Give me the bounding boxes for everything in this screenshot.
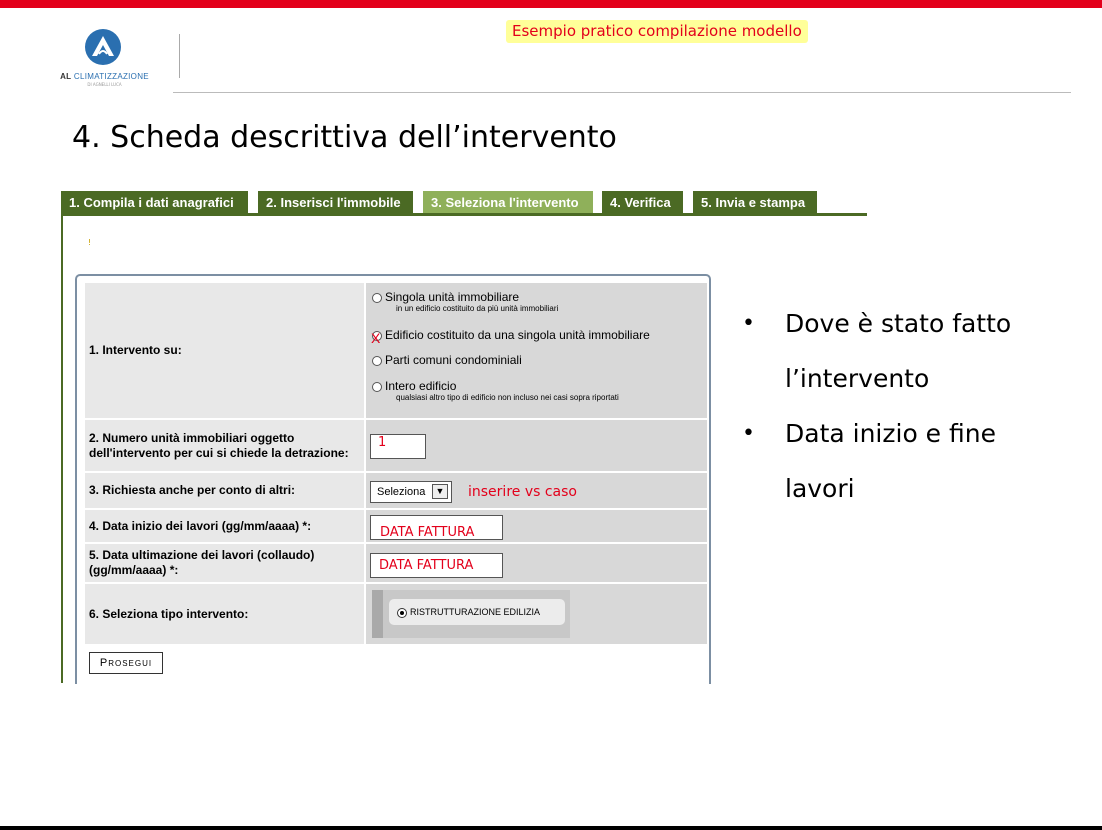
field-label: 3. Richiesta anche per conto di altri: [85,473,364,508]
chevron-down-icon[interactable]: ▼ [432,484,448,499]
radio-selected-icon[interactable] [397,608,407,618]
option-parti-comuni[interactable] [372,353,522,367]
prosegui-button[interactable]: Prosegui [89,652,163,674]
option-sublabel: qualsiasi altro tipo di edificio non incluso nei casi sopra riportati [396,393,619,402]
option-label: Singola unità immobiliare [385,290,520,304]
form-row-tipo-intervento [85,584,707,644]
tipo-intervento-box [372,590,570,638]
tab-anagrafici[interactable]: 1. Compila i dati anagrafici [61,191,248,214]
radio-icon[interactable] [372,293,382,303]
slide-title: 4. Scheda descrittiva dell’intervento [72,120,617,155]
field-value-cell [366,584,707,644]
tab-invia-stampa[interactable]: 5. Invia e stampa [693,191,817,214]
note-item: • Data inizio e fine lavori [742,406,1062,516]
option-label: Edificio costituito da una singola unità immobiliare [385,328,650,342]
option-label: Parti comuni condominiali [385,353,522,367]
company-logo [52,28,157,88]
tipo-intervento-inner [383,590,570,638]
option-singola-unita[interactable] [372,290,558,313]
field-label: 5. Data ultimazione dei lavori (collaudo) (gg/mm/aaaa) *: [85,544,364,582]
radio-icon[interactable] [372,356,382,366]
field-label: 6. Seleziona tipo intervento: [85,584,364,644]
field-label: 1. Intervento su: [85,283,364,418]
top-red-bar [0,0,1102,8]
annotation-note: inserire vs caso [468,484,577,500]
form-row-data-inizio [85,510,707,542]
tab-immobile[interactable]: 2. Inserisci l'immobile [258,191,413,214]
logo-mark-icon [84,28,122,66]
option-sublabel: in un edificio costituito da più unità immobiliari [396,304,559,313]
header-divider-horizontal [173,92,1071,93]
radio-icon[interactable] [371,329,382,346]
data-inizio-input[interactable]: DATA FATTURA [370,515,503,540]
header-divider-vertical [179,34,180,78]
field-label: 4. Data inizio dei lavori (gg/mm/aaaa) *: [85,510,364,542]
tab-intervento[interactable]: 3. Seleziona l'intervento [423,191,593,214]
numero-unita-input[interactable]: 1 [370,434,426,459]
select-value: Seleziona [377,486,426,498]
field-value-cell [366,544,707,582]
warning-mark: ! [88,238,92,247]
form-row-numero-unita [85,420,707,471]
field-label: 2. Numero unità immobiliari oggetto dell'intervento per cui si chiede la detrazione: [85,420,364,471]
form-row-data-fine [85,544,707,582]
notes-list [742,296,1062,516]
option-label: RISTRUTTURAZIONE EDILIZIA [410,607,541,617]
tab-verifica[interactable]: 4. Verifica [602,191,683,214]
logo-brand-text: AL CLIMATIZZAZIONE [60,72,149,81]
data-fine-input[interactable]: DATA FATTURA [370,553,503,578]
bottom-bar [0,826,1102,830]
logo-subtitle: DI AGNELLI LUCA [87,82,122,87]
note-item: • Dove è stato fatto l’intervento [742,296,1062,406]
radio-icon[interactable] [372,382,382,392]
example-badge: Esempio pratico compilazione modello [506,20,808,43]
tabs-underline [61,213,867,216]
field-value-cell [366,473,707,508]
form-row-conto-altri [85,473,707,508]
conto-altri-select[interactable] [370,481,452,503]
option-intero-edificio[interactable] [372,379,619,402]
option-edificio-singola-unita[interactable] [371,328,650,346]
panel-left-border [61,213,63,683]
form-row-intervento-su [85,283,707,418]
intervention-form [75,274,711,684]
selected-x-mark: X [371,329,381,346]
option-ristrutturazione[interactable] [389,599,565,625]
field-value-cell [366,510,707,542]
option-label: Intero edificio [385,379,457,393]
field-value-cell [366,420,707,471]
intervento-options [366,283,707,418]
